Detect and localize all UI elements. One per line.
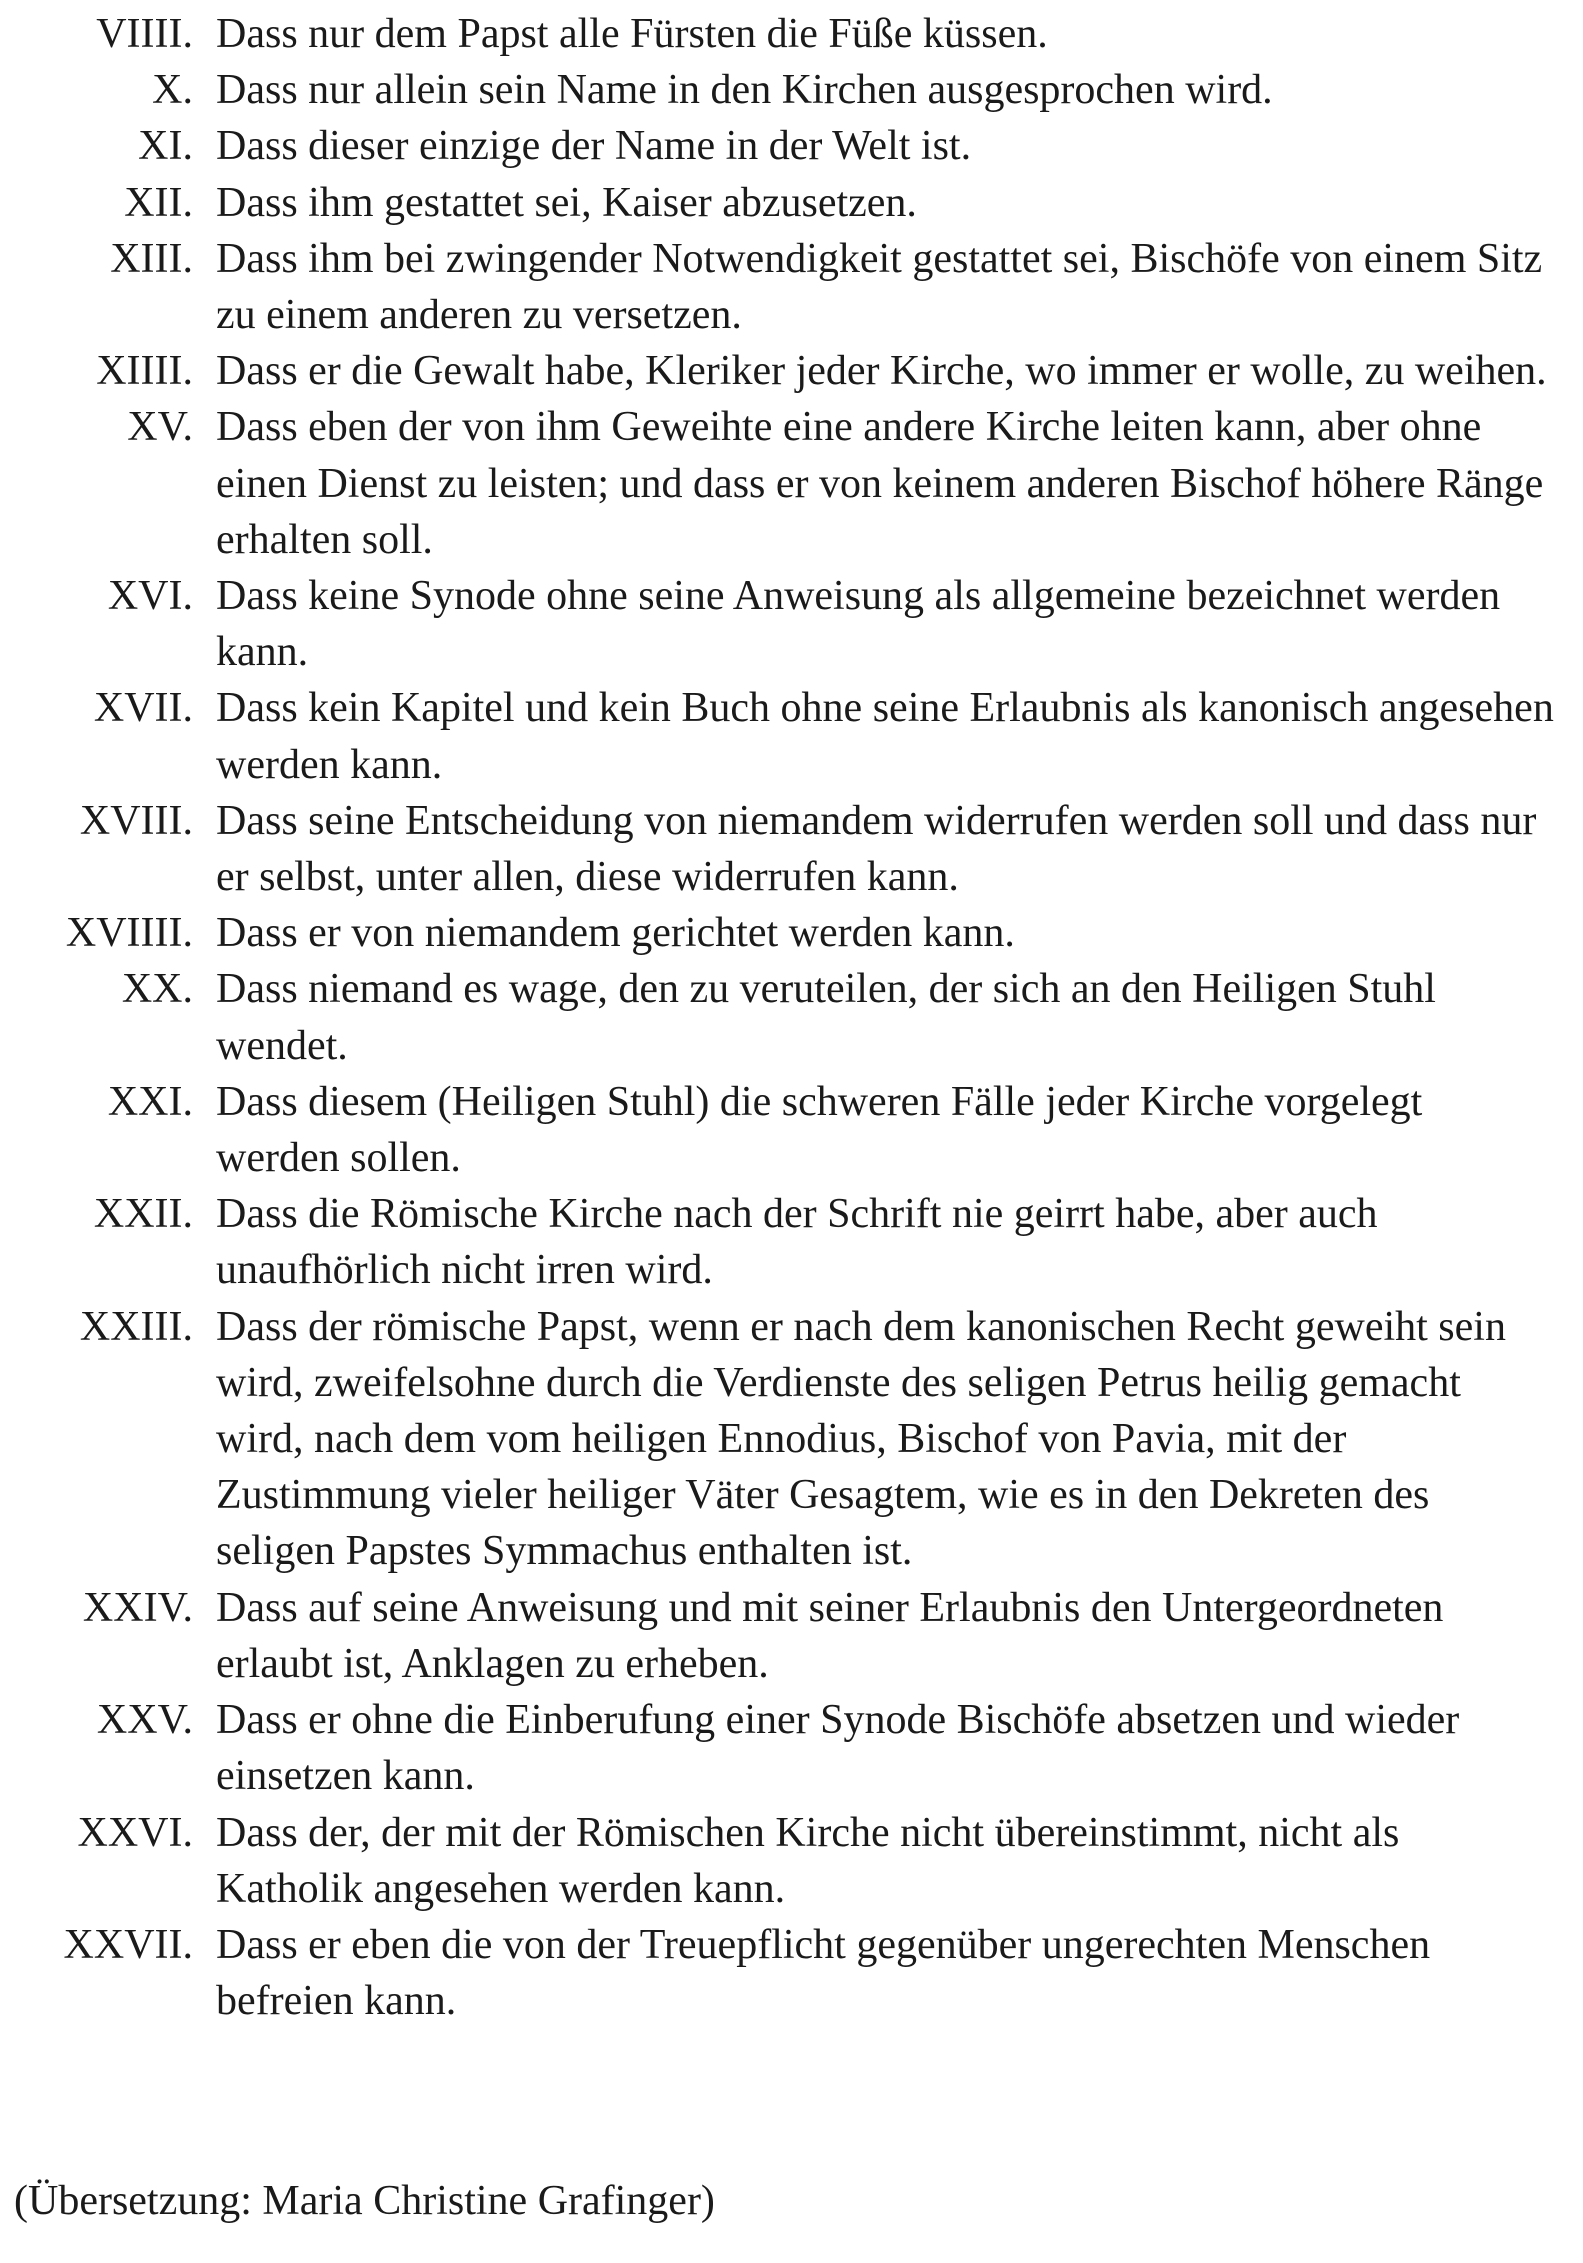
- item-text: Dass er ohne die Einberufung einer Synode Bischöfe absetzen und wieder einsetzen kann.: [216, 1697, 1460, 1800]
- item-numeral: XIII.: [110, 235, 193, 282]
- list-item: [0, 1580, 1583, 1692]
- list-item: [0, 1805, 1583, 1917]
- list-item: [0, 343, 1583, 399]
- list-item: [0, 905, 1583, 961]
- list-item: [0, 1692, 1583, 1804]
- item-numeral: XVI.: [107, 573, 193, 620]
- item-text: Dass niemand es wage, den zu veruteilen, der sich an den Heiligen Stuhl wendet.: [216, 966, 1436, 1069]
- list-item: [0, 62, 1583, 118]
- item-text: Dass er die Gewalt habe, Kleriker jeder Kirche, wo immer er wolle, zu weihen.: [216, 348, 1547, 395]
- item-numeral: XXI.: [107, 1078, 193, 1125]
- list-item: [0, 1299, 1583, 1580]
- list-item: [0, 793, 1583, 905]
- item-numeral: XXIII.: [79, 1303, 193, 1350]
- item-numeral: VIIII.: [96, 11, 193, 57]
- item-numeral: XII.: [124, 179, 193, 226]
- item-text: Dass keine Synode ohne seine Anweisung als allgemeine bezeichnet werden kann.: [216, 573, 1501, 676]
- item-text: Dass die Römische Kirche nach der Schrift nie geirrt habe, aber auch unaufhörlich nicht irren wird.: [216, 1191, 1378, 1294]
- item-numeral: XXV.: [96, 1697, 193, 1744]
- list-item: [0, 175, 1583, 231]
- item-text: Dass nur allein sein Name in den Kirchen ausgesprochen wird.: [216, 67, 1273, 114]
- item-text: Dass ihm gestattet sei, Kaiser abzusetzen.: [216, 179, 917, 226]
- item-numeral: XXVII.: [63, 1921, 193, 1968]
- item-numeral: XV.: [127, 404, 193, 451]
- item-text: Dass dieser einzige der Name in der Welt ist.: [216, 123, 972, 170]
- list-item: [0, 961, 1583, 1073]
- item-text: Dass er eben die von der Treuepflicht gegenüber ungerechten Menschen befreien kann.: [216, 1921, 1431, 2025]
- item-text: Dass der, der mit der Römischen Kirche nicht übereinstimmt, nicht als Katholik angesehen werden kann.: [216, 1809, 1400, 1912]
- list-item: [0, 231, 1583, 343]
- item-numeral: XVIII.: [79, 797, 193, 844]
- item-text: Dass nur dem Papst alle Fürsten die Füße küssen.: [216, 11, 1048, 57]
- item-text: Dass ihm bei zwingender Notwendigkeit gestattet sei, Bischöfe von einem Sitz zu einem anderen zu versetzen.: [216, 235, 1543, 339]
- list-item: [0, 568, 1583, 680]
- list-item: [0, 1917, 1583, 2029]
- list-item: [0, 118, 1583, 174]
- translation-credit: (Übersetzung: Maria Christine Grafinger): [14, 2178, 715, 2224]
- item-text: Dass seine Entscheidung von niemandem widerrufen werden soll und dass nur er selbst, unter allen, diese widerrufen kann.: [216, 797, 1537, 901]
- item-numeral: XX.: [121, 966, 193, 1013]
- list-item: [0, 6, 1583, 62]
- item-numeral: XI.: [138, 123, 193, 170]
- item-text: Dass diesem (Heiligen Stuhl) die schweren Fälle jeder Kirche vorgelegt werden sollen.: [216, 1078, 1423, 1182]
- item-numeral: XVII.: [93, 685, 193, 732]
- list-item: [0, 1074, 1583, 1186]
- item-numeral: XXVI.: [77, 1809, 193, 1856]
- item-numeral: X.: [152, 67, 193, 114]
- item-numeral: XVIIII.: [65, 910, 193, 957]
- item-numeral: XXII.: [93, 1191, 193, 1238]
- dictatus-papae-list: [0, 6, 1583, 2029]
- item-text: Dass auf seine Anweisung und mit seiner Erlaubnis den Untergeordneten erlaubt ist, Anklagen zu erheben.: [216, 1584, 1444, 1687]
- list-item: [0, 680, 1583, 792]
- item-text: Dass er von niemandem gerichtet werden kann.: [216, 910, 1015, 957]
- item-text: Dass der römische Papst, wenn er nach dem kanonischen Recht geweiht sein wird, zweifelsohne durch die Verdienste des seligen Petrus heilig gemacht wird, nach dem vom heiligen Ennodius, Bischof von Pavia, mit der Zustimmung vieler heiliger Väter Gesagtem, wie es in den Dekreten des seligen Papstes Symmachus enthalten ist.: [216, 1303, 1506, 1575]
- item-numeral: XIIII.: [96, 348, 193, 395]
- item-text: Dass eben der von ihm Geweihte eine andere Kirche leiten kann, aber ohne einen Dienst zu leisten; und dass er von keinem anderen Bischof höhere Ränge erhalten soll.: [216, 404, 1544, 563]
- item-numeral: XXIV.: [82, 1584, 193, 1631]
- list-item: [0, 399, 1583, 568]
- list-item: [0, 1186, 1583, 1298]
- item-text: Dass kein Kapitel und kein Buch ohne seine Erlaubnis als kanonisch angesehen werden kann.: [216, 685, 1554, 788]
